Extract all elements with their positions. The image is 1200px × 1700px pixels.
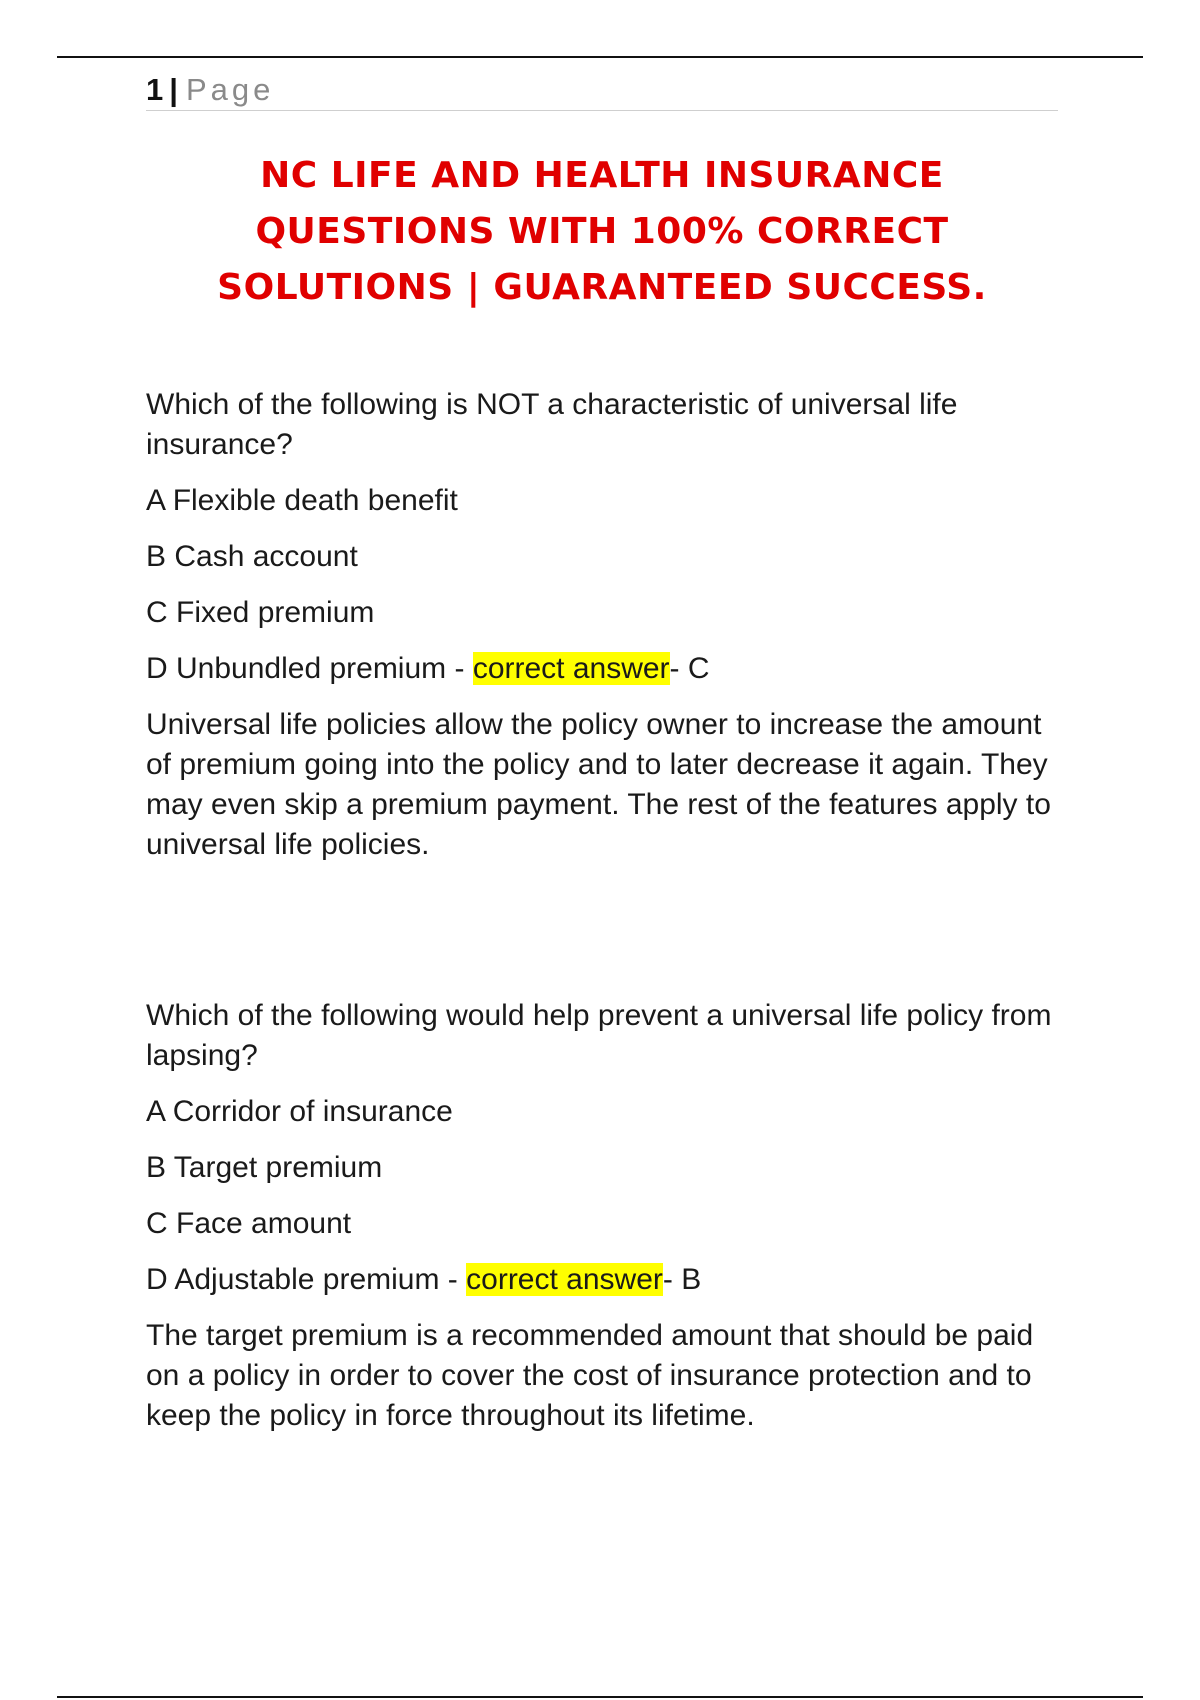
question-block xyxy=(146,385,1066,865)
answer-option-with-key xyxy=(146,1260,1066,1300)
answer-option-text: D Unbundled premium - xyxy=(146,652,473,685)
question-text: Which of the following is NOT a characteristic of universal life insurance? xyxy=(146,388,958,461)
top-rule xyxy=(57,56,1143,58)
page-separator: | xyxy=(169,72,178,107)
page-number: 1 xyxy=(146,72,164,107)
page-label: Page xyxy=(185,72,275,107)
title-line: SOLUTIONS | GUARANTEED SUCCESS. xyxy=(217,267,987,308)
page-header xyxy=(146,70,1058,111)
answer-option: C Fixed premium xyxy=(146,596,375,629)
answer-option: B Cash account xyxy=(146,540,358,573)
title-line: NC LIFE AND HEALTH INSURANCE xyxy=(260,155,944,196)
question-text: Which of the following would help prevent a universal life policy from lapsing? xyxy=(146,999,1052,1072)
document-title xyxy=(146,148,1058,316)
bottom-rule xyxy=(57,1696,1143,1698)
answer-option: B Target premium xyxy=(146,1151,383,1184)
correct-answer-highlight: correct answer xyxy=(466,1263,663,1296)
question-block xyxy=(146,996,1066,1436)
answer-option-with-key xyxy=(146,649,1066,689)
title-line: QUESTIONS WITH 100% CORRECT xyxy=(255,211,949,252)
answer-option: C Face amount xyxy=(146,1207,352,1240)
explanation-text: The target premium is a recommended amount that should be paid on a policy in order to cover the cost of insurance protection and to keep the policy in force throughout its lifetime. xyxy=(146,1319,1034,1432)
answer-option-text: D Adjustable premium - xyxy=(146,1263,467,1296)
answer-option: A Flexible death benefit xyxy=(146,484,458,517)
correct-answer-letter: - C xyxy=(669,652,710,685)
correct-answer-letter: - B xyxy=(662,1263,702,1296)
answer-option: A Corridor of insurance xyxy=(146,1095,453,1128)
correct-answer-highlight: correct answer xyxy=(472,652,670,685)
explanation-text: Universal life policies allow the policy owner to increase the amount of premium going into the policy and to later decrease it again. They may even skip a premium payment. The rest of the features apply to universal life policies. xyxy=(146,708,1051,861)
